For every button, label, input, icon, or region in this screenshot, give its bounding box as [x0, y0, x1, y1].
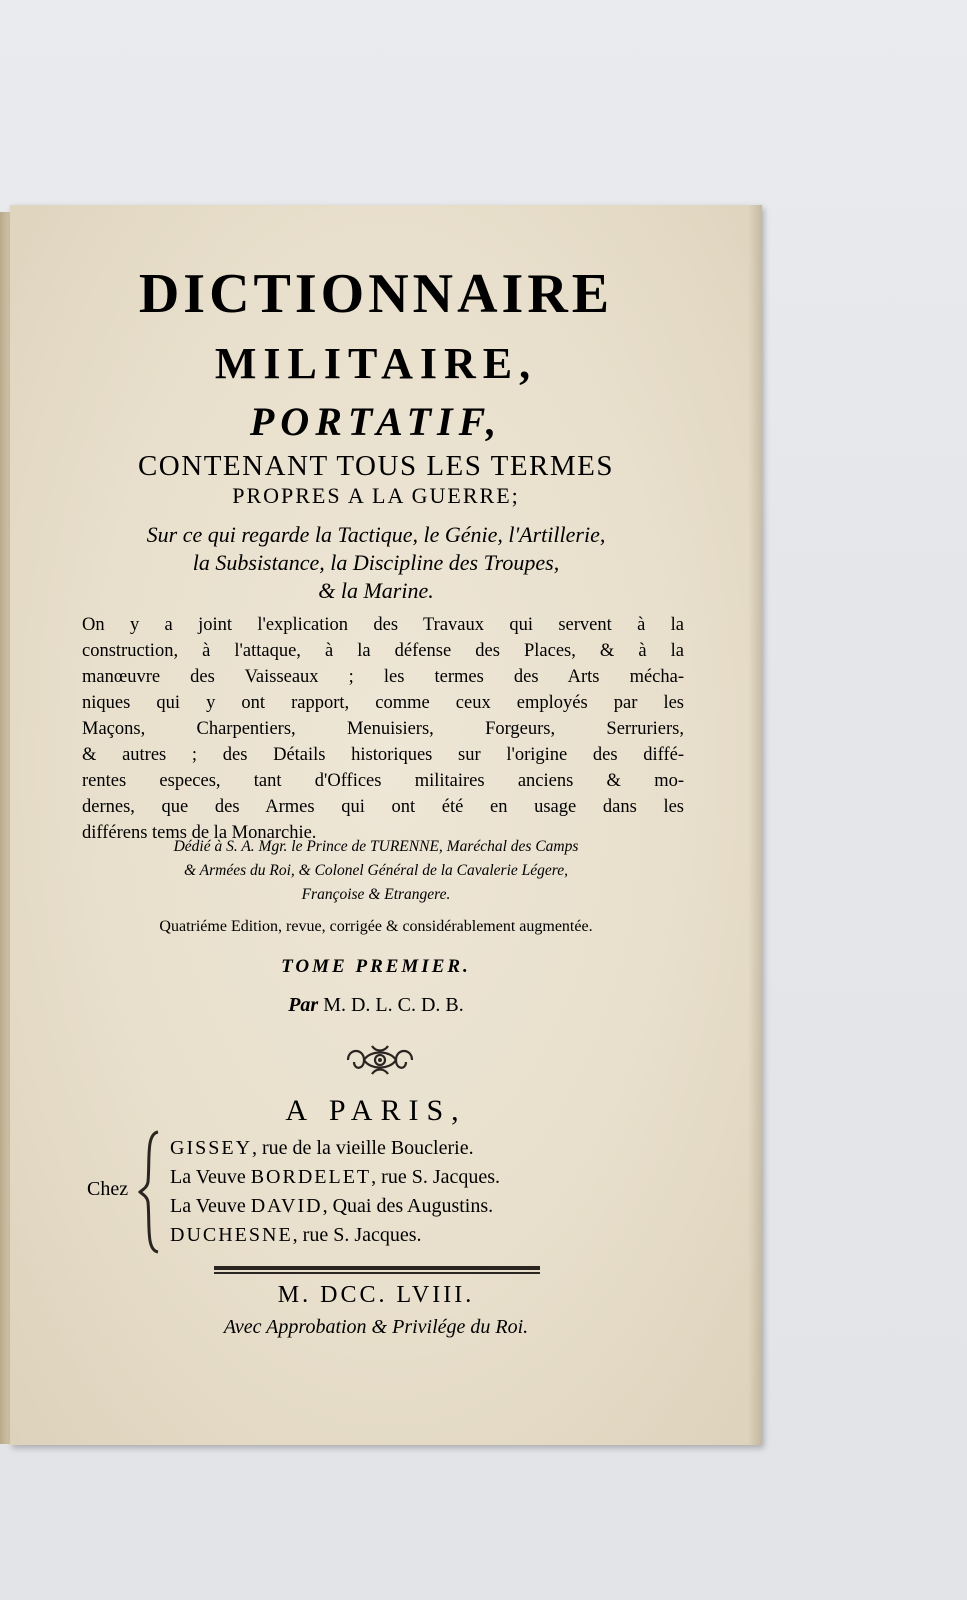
description-line: & autres ; des Détails historiques sur l'origine des diffé-: [82, 745, 684, 765]
publisher-prefix: La Veuve: [170, 1195, 251, 1217]
publisher-name: BORDELET: [250, 1166, 372, 1188]
dedication-line-3: Françoise & Etrangere.: [301, 886, 451, 903]
volume-label: TOME PREMIER.: [281, 956, 471, 977]
description-line: manœuvre des Vaisseaux ; les termes des Arts mécha-: [82, 667, 684, 687]
curly-brace-icon: [138, 1130, 162, 1254]
imprint-city: A PARIS,: [285, 1094, 467, 1127]
title-line-1: DICTIONNAIRE: [138, 263, 614, 325]
royal-privilege-line: Avec Approbation & Privilége du Roi.: [223, 1316, 529, 1338]
printers-ornament-icon: [342, 1040, 418, 1080]
scope-line-1: Sur ce qui regarde la Tactique, le Génie, l'Artillerie,: [146, 522, 606, 547]
subtitle-line-1: CONTENANT TOUS LES TERMES: [137, 450, 615, 482]
publishers-list: [170, 1134, 500, 1250]
description-line: dernes, que des Armes qui ont été en usage dans les: [82, 797, 684, 817]
description-paragraph: [82, 612, 684, 846]
publisher-address: , rue S. Jacques.: [292, 1224, 422, 1246]
title-line-2: MILITAIRE,: [214, 339, 538, 388]
description-line: différens tems de la Monarchie.: [82, 823, 317, 843]
publisher-address: , Quai des Augustins.: [322, 1195, 494, 1217]
publisher-line: [170, 1134, 500, 1163]
publisher-name: DAVID: [250, 1195, 323, 1217]
scope-line-3: & la Marine.: [318, 578, 434, 603]
scope-line-2: la Subsistance, la Discipline des Troupes,: [192, 550, 560, 575]
description-line: rentes especes, tant d'Offices militaires anciens & mo-: [82, 771, 684, 791]
title-line-3: PORTATIF,: [249, 399, 503, 444]
description-line: On y a joint l'explication des Travaux qui servent à la: [82, 615, 684, 635]
author-line: [0, 994, 752, 1017]
description-line: niques qui y ont rapport, comme ceux employés par les: [82, 693, 684, 713]
imprint-date: M. DCC. LVIII.: [277, 1282, 475, 1308]
dedication-line-2: & Armées du Roi, & Colonel Général de la Cavalerie Légere,: [184, 862, 568, 879]
publisher-line: [170, 1192, 500, 1221]
double-rule-divider: [214, 1266, 540, 1276]
publisher-address: , rue S. Jacques.: [371, 1166, 501, 1188]
publisher-name: GISSEY: [170, 1137, 253, 1159]
publisher-line: [170, 1221, 500, 1250]
publisher-address: , rue de la vieille Bouclerie.: [252, 1137, 474, 1159]
author-prefix: Par: [288, 994, 319, 1016]
description-line: Maçons, Charpentiers, Menuisiers, Forgeurs, Serruriers,: [82, 719, 684, 739]
edition-statement: Quatriéme Edition, revue, corrigée & considérablement augmentée.: [159, 918, 593, 935]
publisher-line: [170, 1163, 500, 1192]
author-initials: M. D. L. C. D. B.: [323, 994, 464, 1016]
description-line: construction, à l'attaque, à la défense des Places, & à la: [82, 641, 684, 661]
chez-label: Chez: [87, 1178, 129, 1200]
publisher-prefix: La Veuve: [170, 1166, 251, 1188]
publisher-name: DUCHESNE: [170, 1224, 293, 1246]
subtitle-line-2: PROPRES A LA GUERRE;: [232, 483, 520, 508]
dedication-line-1: Dédié à S. A. Mgr. le Prince de TURENNE, Maréchal des Camps: [173, 838, 579, 855]
